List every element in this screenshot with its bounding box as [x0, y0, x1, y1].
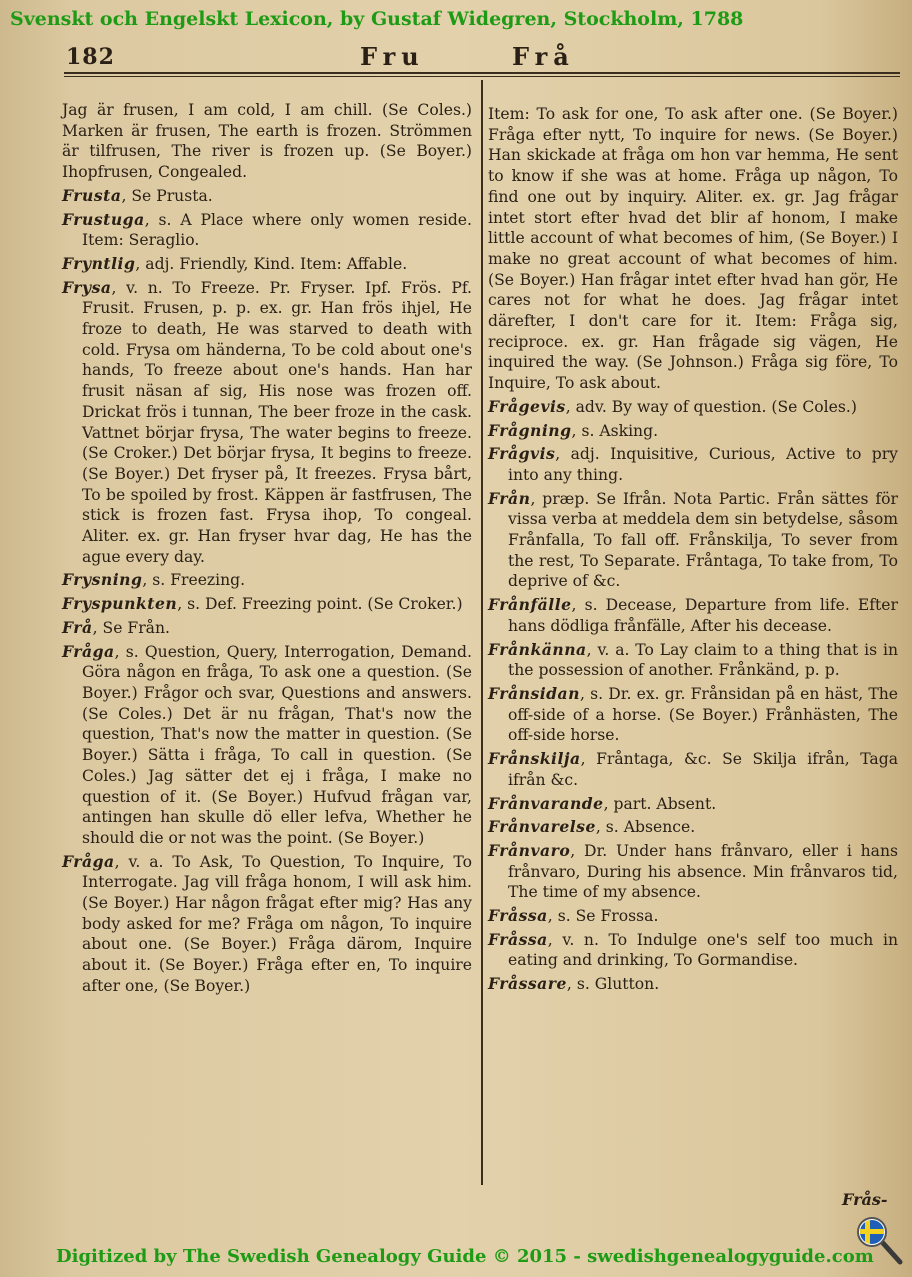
entry-headword: Fryntlig: [62, 253, 136, 273]
entry-headword: Fråga: [62, 641, 115, 661]
entry-headword: Frå: [62, 617, 93, 637]
dictionary-entry: [62, 100, 472, 183]
entry-text: , Dr. Under hans frånvaro, eller i hans frånvaro, During his absence. Min frånvaros tid, The time of my absence.: [508, 841, 898, 902]
entry-text: , s. Def. Freezing point. (Se Croker.): [177, 595, 463, 614]
entry-headword: Fråssa: [488, 906, 548, 926]
entry-headword: Fryspunkten: [62, 594, 178, 614]
dictionary-entry: [488, 444, 898, 485]
dictionary-entry: [488, 841, 898, 903]
entry-headword: Fråssare: [488, 974, 567, 994]
entry-text: , Se Prusta.: [121, 186, 213, 205]
dictionary-entry: [62, 254, 472, 275]
entry-text: , adv. By way of question. (Se Coles.): [565, 397, 857, 416]
running-head-right: Frå: [512, 42, 575, 71]
dictionary-entry: [488, 930, 898, 971]
dictionary-entry: [62, 278, 472, 568]
header-rule: [64, 72, 900, 74]
entry-headword: Frågning: [488, 420, 572, 440]
entry-headword: Frågvis: [488, 444, 556, 464]
entry-text: , præp. Se Ifrån. Nota Partic. Från sättes för vissa verba at meddela dem sin betydelse, såsom Frånfalla, To fall off. Frånskilja, To sever from the rest, To Separate. Fråntaga, To take from, To deprive of &c.: [508, 489, 898, 591]
entry-text: Jag är frusen, I am cold, I am chill. (Se Coles.) Marken är frusen, The earth is frozen. Strömmen är tilfrusen, The river is frozen up. (Se Boyer.) Ihopfrusen, Congealed.: [62, 101, 472, 182]
dictionary-entry: [62, 618, 472, 639]
entry-headword: Frysa: [62, 277, 112, 297]
entry-headword: Frånfälle: [488, 595, 572, 615]
entry-text: , s. Absence.: [595, 818, 696, 837]
running-head: [0, 42, 912, 72]
entry-text: , v. a. To Ask, To Question, To Inquire, To Interrogate. Jag vill fråga honom, I will ask him. (Se Boyer.) Har någon frågat efter mig? Has any body asked for me? Fråga om någon, To inquire about one. (Se Boyer.) Fråga därom, Inquire about it. (Se Boyer.) Fråga efter en, To inquire after one, (Se Boyer.): [82, 852, 472, 995]
dictionary-entry: [488, 906, 898, 927]
entry-text: , s. Question, Query, Interrogation, Demand. Göra någon en fråga, To ask one a question. (Se Boyer.) Frågor och svar, Questions and answers. (Se Coles.) Det är nu frågan, That's now the question, That's now the matter in question. (Se Boyer.) Sätta i fråga, To call in question. (Se Coles.) Jag sätter det ej i fråga, I make no question of it. (Se Boyer.) Hufvud frågan var, antingen han skulle dö eller lefva, Whether he should die or not was the point. (Se Boyer.): [82, 642, 472, 847]
entry-text: , part. Absent.: [603, 794, 717, 813]
entry-headword: Fråssa: [488, 929, 548, 949]
entry-headword: Frustuga: [62, 209, 145, 229]
banner-credit: Digitized by The Swedish Genealogy Guide © 2015 - swedishgenealogyguide.com: [56, 1246, 874, 1267]
dictionary-entry: [488, 397, 898, 418]
dictionary-entry: [62, 594, 472, 615]
entry-headword: Frånskilja: [488, 749, 581, 769]
page-number: 182: [66, 44, 115, 70]
left-column: [62, 100, 472, 1000]
catchword: Frås-: [842, 1190, 888, 1209]
entry-headword: Fråga: [62, 851, 115, 871]
entry-text: , s. A Place where only women reside. Item: Seraglio.: [82, 210, 472, 250]
dictionary-entry: [488, 640, 898, 681]
entry-text: , Fråntaga, &c. Se Skilja ifrån, Taga ifrån &c.: [508, 750, 898, 789]
entry-headword: Frånsidan: [488, 683, 581, 703]
dictionary-entry: [62, 852, 472, 997]
entry-headword: Frånvarelse: [488, 817, 596, 837]
entry-text: Item: To ask for one, To ask after one. (Se Boyer.) Fråga efter nytt, To inquire for news. (Se Boyer.) Han skickade at fråga om hon var hemma, He sent to know if she was at home. Fråga up någon, To find one out by inquiry. Aliter. ex. gr. Jag frågar intet stort efter hvad det blir af honom, I make little account of what becomes of him, (Se Boyer.) I make no great account of what becomes of him. (Se Boyer.) Han frågar intet efter hvad han gör, He cares not for what he does. Jag frågar intet därefter, I don't care for it. Item: Fråga sig, reciproce. ex. gr. Han frågade sig vägen, He inquired the way. (Se Johnson.) Fråga sig före, To Inquire, To ask about.: [488, 105, 898, 393]
entry-headword: Frånvarande: [488, 793, 604, 813]
entry-text: , v. a. To Lay claim to a thing that is in the possession of another. Frånkänd, p. p.: [508, 640, 898, 680]
entry-headword: Från: [488, 488, 531, 508]
dictionary-entry: [488, 794, 898, 815]
dictionary-entry: [488, 104, 898, 394]
entry-text: , s. Freezing.: [142, 571, 246, 590]
entry-headword: Frusta: [62, 185, 122, 205]
dictionary-entry: [62, 642, 472, 849]
dictionary-entry: [488, 817, 898, 838]
entry-text: , adj. Inquisitive, Curious, Active to pry into any thing.: [508, 445, 898, 484]
running-head-left: Fru: [360, 42, 425, 71]
dictionary-entry: [62, 570, 472, 591]
right-column: [488, 104, 898, 998]
dictionary-entry: [62, 210, 472, 251]
column-divider: [481, 80, 483, 1185]
entry-text: , s. Dr. ex. gr. Frånsidan på en häst, The off-side of a horse. (Se Boyer.) Frånhästen, The off-side horse.: [508, 684, 898, 745]
dictionary-entry: [488, 974, 898, 995]
dictionary-entry: [488, 749, 898, 790]
dictionary-entry: [488, 421, 898, 442]
entry-headword: Frånvaro: [488, 840, 571, 860]
entry-headword: Frågevis: [488, 396, 566, 416]
dictionary-entry: [62, 186, 472, 207]
entry-headword: Frysning: [62, 570, 143, 590]
dictionary-entry: [488, 684, 898, 746]
banner-title: Svenskt och Engelskt Lexicon, by Gustaf Widegren, Stockholm, 1788: [10, 8, 744, 30]
entry-text: , s. Asking.: [571, 421, 659, 440]
dictionary-entry: [488, 595, 898, 636]
header-rule-thin: [64, 76, 900, 77]
entry-text: , Se Från.: [92, 618, 170, 637]
entry-headword: Frånkänna: [488, 639, 587, 659]
entry-text: , s. Se Frossa.: [547, 907, 659, 926]
dictionary-entry: [488, 489, 898, 593]
entry-text: , s. Decease, Departure from life. Efter hans dödliga frånfälle, After his decease.: [508, 596, 898, 635]
entry-text: , v. n. To Indulge one's self too much in eating and drinking, To Gormandise.: [508, 930, 898, 970]
entry-text: , adj. Friendly, Kind. Item: Affable.: [135, 254, 408, 273]
entry-text: , s. Glutton.: [566, 975, 660, 994]
entry-text: , v. n. To Freeze. Pr. Fryser. Ipf. Frös. Pf. Frusit. Frusen, p. p. ex. gr. Han frös ihjel, He froze to death, He was starved to death with cold. Frysa om händerna, To be cold about one's hands, To freeze about one's hands. Han har frusit näsan af sig, His nose was frozen off. Drickat frös i tunnan, The beer froze in the cask. Vattnet börjar frysa, The water begins to freeze. (Se Croker.) Det börjar frysa, It begins to freeze. (Se Boyer.) Det fryser på, It freezes. Frysa bårt, To be spoiled by frost. Käppen är fastfrusen, The stick is frozen fast. Frysa ihop, To congeal. Aliter. ex. gr. Han fryser hvar dag, He has the ague every day.: [82, 278, 472, 566]
